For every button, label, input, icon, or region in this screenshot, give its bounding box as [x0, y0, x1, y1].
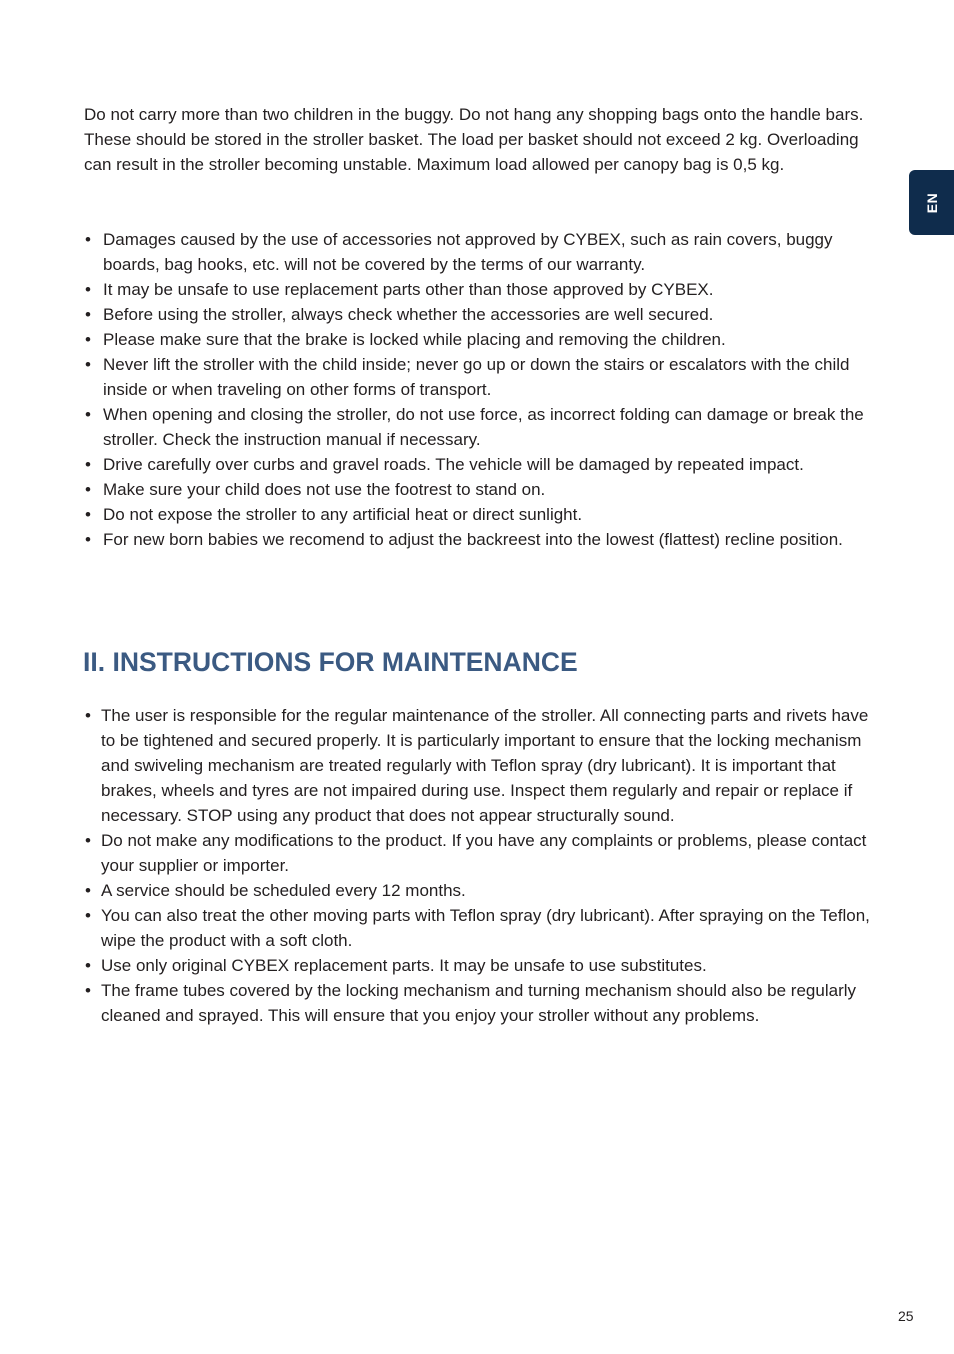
- list-item-text: Do not make any modifications to the product. If you have any complaints or problems, please contact your supplier or importer.: [101, 831, 867, 875]
- list-item: [84, 978, 876, 1028]
- list-item-text: When opening and closing the stroller, do not use force, as incorrect folding can damage or break the stroller. Check the instruction manual if necessary.: [103, 405, 864, 449]
- bullet: •: [85, 956, 91, 975]
- list-item: [84, 452, 876, 477]
- language-tab[interactable]: [909, 170, 954, 235]
- list-item-text: Before using the stroller, always check whether the accessories are well secured.: [103, 305, 714, 324]
- list-item-text: Damages caused by the use of accessories not approved by CYBEX, such as rain covers, buggy boards, bag hooks, etc. will not be covered by the terms of our warranty.: [103, 230, 833, 274]
- list-item: [84, 402, 876, 452]
- bullet: •: [85, 881, 91, 900]
- list-item: [84, 703, 876, 828]
- list-item: [84, 502, 876, 527]
- list-item: [84, 878, 876, 903]
- bullet: •: [85, 981, 91, 1000]
- list-item-text: You can also treat the other moving parts with Teflon spray (dry lubricant). After spraying on the Teflon, wipe the product with a soft cloth.: [101, 906, 870, 950]
- bullet: •: [85, 505, 91, 524]
- language-tab-label: EN: [923, 192, 940, 213]
- intro-paragraph: Do not carry more than two children in the buggy. Do not hang any shopping bags onto the handle bars. These should be stored in the stroller basket. The load per basket should not exceed 2 kg. Overloading can result in the stroller becoming unstable. Maximum load allowed per canopy bag is 0,5 kg.: [84, 105, 864, 174]
- list-item-text: The frame tubes covered by the locking mechanism and turning mechanism should also be regularly cleaned and sprayed. This will ensure that you enjoy your stroller without any problems.: [101, 981, 857, 1025]
- safety-list: [84, 227, 876, 552]
- list-item: [84, 903, 876, 953]
- list-item-text: Please make sure that the brake is locked while placing and removing the children.: [103, 330, 726, 349]
- list-item-text: For new born babies we recomend to adjust the backreest into the lowest (flattest) recline position.: [103, 530, 843, 549]
- bullet: •: [85, 280, 91, 299]
- bullet: •: [85, 530, 91, 549]
- bullet: •: [85, 906, 91, 925]
- list-item-text: It may be unsafe to use replacement parts other than those approved by CYBEX.: [103, 280, 714, 299]
- bullet: •: [85, 230, 91, 249]
- bullet: •: [85, 355, 91, 374]
- list-item-text: Drive carefully over curbs and gravel roads. The vehicle will be damaged by repeated impact.: [103, 455, 804, 474]
- list-item-text: A service should be scheduled every 12 months.: [101, 881, 466, 900]
- list-item: [84, 352, 876, 402]
- bullet: •: [85, 455, 91, 474]
- list-item: [84, 477, 876, 502]
- list-item: [84, 302, 876, 327]
- maintenance-list: [84, 703, 876, 1028]
- bullet: •: [85, 831, 91, 850]
- section-title: II. INSTRUCTIONS FOR MAINTENANCE: [83, 647, 578, 677]
- list-item-text: Do not expose the stroller to any artificial heat or direct sunlight.: [103, 505, 583, 524]
- list-item: [84, 327, 876, 352]
- list-item: [84, 227, 876, 277]
- bullet: •: [85, 330, 91, 349]
- bullet: •: [85, 405, 91, 424]
- bullet: •: [85, 480, 91, 499]
- list-item-text: Make sure your child does not use the footrest to stand on.: [103, 480, 546, 499]
- list-item: [84, 527, 876, 552]
- list-item-text: Use only original CYBEX replacement parts. It may be unsafe to use substitutes.: [101, 956, 707, 975]
- list-item: [84, 828, 876, 878]
- list-item: [84, 277, 876, 302]
- bullet: •: [85, 706, 91, 725]
- list-item: [84, 953, 876, 978]
- list-item-text: The user is responsible for the regular maintenance of the stroller. All connecting parts and rivets have to be tightened and secured properly. It is particularly important to ensure that the locking mechanism and swiveling mechanism are treated regularly with Teflon spray (dry lubricant). It is important that brakes, wheels and tyres are not impaired during use. Inspect them regularly and repair or replace if necessary. STOP using any product that does not appear structurally sound.: [101, 706, 869, 825]
- bullet: •: [85, 305, 91, 324]
- list-item-text: Never lift the stroller with the child inside; never go up or down the stairs or escalators with the child inside or when traveling on other forms of transport.: [103, 355, 850, 399]
- page-number: 25: [898, 1308, 914, 1324]
